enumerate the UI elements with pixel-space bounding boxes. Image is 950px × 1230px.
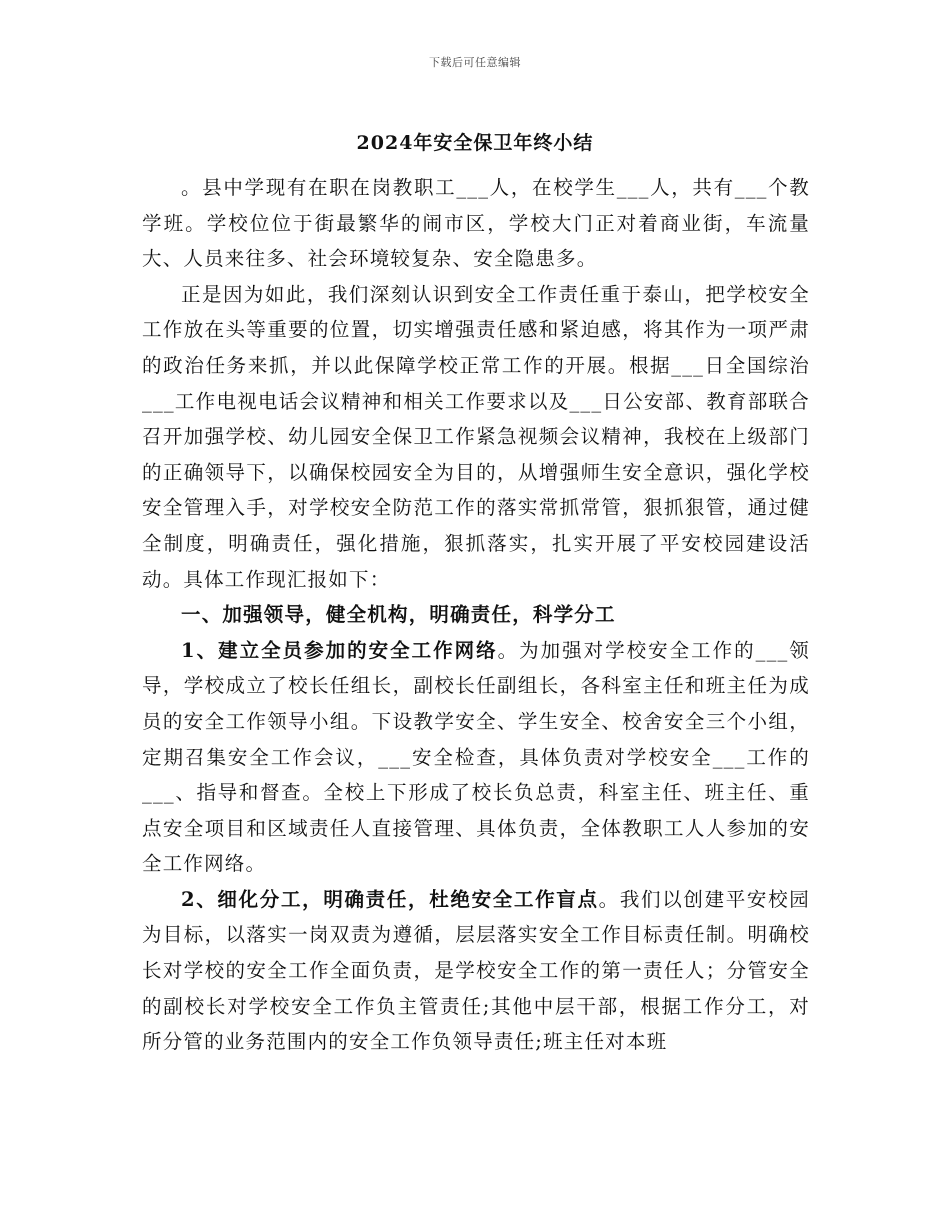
section-item-2	[142, 882, 810, 1060]
page-header-note: 下载后可任意编辑	[429, 56, 521, 69]
section-item-1-lead: 1、建立全员参加的安全工作网络	[181, 638, 498, 662]
paragraph-intro: 。县中学现有在职在岗教职工___人，在校学生___人，共有___个教学班。学校位位于街最繁华的闹市区，学校大门正对着商业街，车流量大、人员来往多、社会环境较复杂、安全隐患多。	[142, 176, 810, 271]
section-item-2-lead: 2、细化分工，明确责任，杜绝安全工作盲点	[181, 887, 599, 911]
section-item-1-text: 。为加强对学校安全工作的___领导，学校成立了校长任组长，副校长任副组长，各科室主任和班主任为成员的安全工作领导小组。下设教学安全、学生安全、校舍安全三个小组，定期召集安全工作会议，___安全检查，具体负责对学校安全___工作的___、指导和督查。全校上下形成了校长负总责，科室主任、班主任、重点安全项目和区域责任人直接管理、具体负责，全体教职工人人参加的安全工作网络。	[142, 638, 810, 876]
section-heading: 一、加强领导，健全机构，明确责任，科学分工	[181, 603, 616, 627]
document-title: 2024年安全保卫年终小结	[356, 132, 594, 154]
section-item-2-text: 。我们以创建平安校园为目标，以落实一岗双责为遵循，层层落实安全工作目标责任制。明确校长对学校的安全工作全面负责，是学校安全工作的第一责任人；分管安全的副校长对学校安全工作负主管责任;其他中层干部，根据工作分工，对所分管的业务范围内的安全工作负领导责任;班主任对本班	[142, 887, 810, 1054]
section-item-1	[142, 633, 810, 882]
document-body	[142, 170, 810, 1060]
paragraph-background: 正是因为如此，我们深刻认识到安全工作责任重于泰山，把学校安全工作放在头等重要的位置，切实增强责任感和紧迫感，将其作为一项严肃的政治任务来抓，并以此保障学校正常工作的开展。根据___日全国综治___工作电视电话会议精神和相关工作要求以及___日公安部、教育部联合召开加强学校、幼儿园安全保卫工作紧急视频会议精神，我校在上级部门的正确领导下，以确保校园安全为目的，从增强师生安全意识，强化学校安全管理入手，对学校安全防范工作的落实常抓常管，狠抓狠管，通过健全制度，明确责任，强化措施，狠抓落实，扎实开展了平安校园建设活动。具体工作现汇报如下：	[142, 282, 810, 591]
